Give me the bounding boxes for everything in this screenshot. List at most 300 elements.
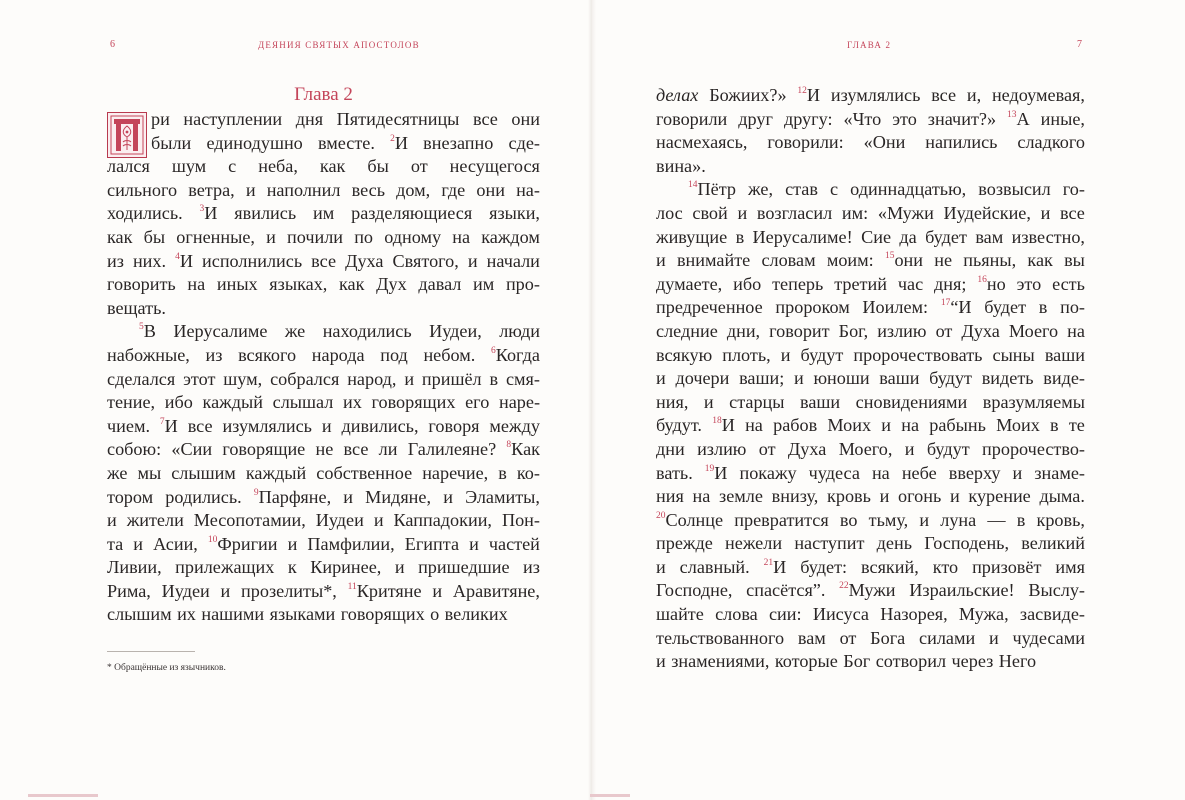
word: шайте <box>656 604 704 625</box>
word: вать. <box>656 462 693 483</box>
word: дочери <box>675 368 730 389</box>
verse-number: 14 <box>688 180 698 191</box>
word: и <box>404 368 415 389</box>
word: «Они <box>863 132 906 153</box>
text-line <box>107 297 540 321</box>
word: и <box>780 344 791 365</box>
verse-number: 2 <box>390 133 395 144</box>
word: вам <box>975 226 1004 247</box>
text-line <box>656 438 1085 462</box>
word: плоть, <box>722 344 771 365</box>
word: и <box>794 368 804 389</box>
text-line <box>107 556 540 580</box>
word: в <box>735 226 745 247</box>
word: между <box>489 415 540 436</box>
word: народ, <box>347 368 397 389</box>
word: говоря <box>428 415 480 436</box>
word: кто <box>932 556 959 577</box>
text-line <box>656 108 1085 132</box>
text-line <box>656 603 1085 627</box>
word: одному <box>384 226 442 247</box>
word: $^{20}$Солнце <box>656 509 724 530</box>
word: Иудеи <box>161 580 210 601</box>
word: говорящих <box>371 392 456 413</box>
word: как <box>339 274 365 295</box>
word: им: <box>841 202 869 223</box>
word: все <box>343 439 369 460</box>
word: великих <box>444 604 508 625</box>
word: Иудейские, <box>943 202 1031 223</box>
word: Ливии, <box>107 557 162 578</box>
word: небе <box>901 462 937 483</box>
verse-number: 5 <box>139 322 144 333</box>
text-line <box>107 438 540 462</box>
footnote: * Обращённые из язычников. <box>107 663 226 673</box>
word: и <box>1012 462 1023 483</box>
word: дыма. <box>1039 486 1085 507</box>
word: будут <box>800 344 844 365</box>
word: к <box>287 557 297 578</box>
word: от <box>758 438 776 459</box>
text-line <box>656 485 1085 509</box>
right-running-head: ГЛАВА 2 <box>847 40 892 50</box>
word: этот <box>183 368 216 389</box>
word: и <box>373 510 384 531</box>
word: исполнились <box>202 250 303 271</box>
word: вы <box>1064 250 1085 271</box>
text-line <box>656 579 1085 603</box>
word: видеть <box>981 368 1034 389</box>
word: нашими <box>201 604 265 625</box>
word: нежели <box>725 533 783 554</box>
word: пьяны, <box>963 250 1017 271</box>
word: всякого <box>238 344 297 365</box>
word: из <box>205 344 223 365</box>
word: Египта <box>404 533 460 554</box>
word: ваши <box>879 368 920 389</box>
word: слышим <box>107 604 172 625</box>
word: как <box>319 156 346 177</box>
word: и <box>656 368 666 389</box>
word: им <box>473 274 495 295</box>
word: огненные, <box>176 226 255 247</box>
word: из <box>107 250 124 271</box>
text-line <box>656 226 1085 250</box>
text-line <box>656 202 1085 226</box>
word: них. <box>132 250 167 271</box>
word: Пятидесятницы <box>336 109 460 129</box>
word: всякую <box>656 344 713 365</box>
word: явились <box>234 203 297 224</box>
word: Мужа, <box>958 604 1009 625</box>
word: пришёл <box>421 368 482 389</box>
word: дни, <box>726 320 761 341</box>
word: тение, <box>107 392 156 413</box>
text-line <box>107 202 540 226</box>
word: в <box>498 462 507 483</box>
word: напились <box>925 132 998 153</box>
word: в <box>1016 509 1026 530</box>
verse-number: 6 <box>490 345 496 356</box>
word: недоумевая, <box>991 85 1085 105</box>
word: следние <box>656 320 718 341</box>
word: весь <box>351 179 385 200</box>
word: ния <box>656 486 684 507</box>
word: и, <box>966 85 982 105</box>
word: пророком <box>775 297 850 318</box>
word: прежде <box>656 533 713 554</box>
word: ваши <box>800 391 841 412</box>
text-line <box>107 132 540 156</box>
word: день <box>876 533 913 554</box>
text-line <box>656 462 1085 486</box>
verse-number: 13 <box>1007 109 1017 120</box>
left-page-body <box>107 108 540 627</box>
word: лался <box>107 156 150 177</box>
word: и <box>656 556 666 577</box>
text-line <box>107 320 540 344</box>
word: Иерусалиме! <box>752 226 853 247</box>
word: по- <box>1060 297 1085 318</box>
word: знамениями, <box>671 651 770 672</box>
word: $^2$И <box>390 132 408 153</box>
word: та <box>107 533 124 554</box>
word: каждый <box>202 392 263 413</box>
word: на <box>692 486 711 507</box>
word: и <box>469 533 479 554</box>
chapter-title: Глава 2 <box>294 84 353 105</box>
word: став <box>785 179 818 200</box>
word: Иерусалиме <box>173 321 268 342</box>
word: Рима, <box>107 580 151 601</box>
word: это <box>892 108 917 129</box>
word: засвиде- <box>1019 604 1085 625</box>
word: не <box>315 439 334 460</box>
word: все <box>1060 202 1085 223</box>
word: ибо <box>164 392 193 413</box>
word: будут <box>926 438 970 459</box>
word: во <box>839 509 858 530</box>
word: бы <box>143 226 166 247</box>
word: единодушно <box>206 132 303 153</box>
word: и <box>266 226 276 247</box>
word: несущегося <box>449 156 540 177</box>
word: Назорея, <box>880 604 948 625</box>
word: вверху <box>948 462 1001 483</box>
word: пророчествовать <box>853 344 983 365</box>
word: сильного <box>107 179 178 200</box>
word: «Мужи <box>877 202 934 223</box>
word: $^{12}$И <box>797 85 821 105</box>
text-line <box>656 650 1085 674</box>
word: почили <box>287 226 344 247</box>
word: теперь <box>772 273 824 294</box>
word: под <box>380 344 408 365</box>
word: известно, <box>1011 226 1085 247</box>
word: вина». <box>656 155 706 176</box>
word: Месопотамии, <box>193 510 306 531</box>
word: дня; <box>934 273 967 294</box>
word: Иоилем: <box>862 297 929 318</box>
word: покажу <box>739 462 797 483</box>
word: Бога <box>870 627 906 648</box>
word: Дух <box>376 274 407 295</box>
verse-number: 18 <box>712 416 722 427</box>
word: тором <box>107 486 154 507</box>
word: это <box>1016 273 1042 294</box>
word: и <box>656 651 666 672</box>
word: Святого, <box>392 250 459 271</box>
word: говорящих <box>340 604 425 625</box>
word: говорили: <box>767 132 844 153</box>
word: Эламиты, <box>465 486 540 507</box>
word: Моего, <box>838 438 893 459</box>
word: дом, <box>396 179 431 200</box>
word: будут <box>929 368 972 389</box>
word: $^8$Как <box>506 439 540 460</box>
word: час <box>897 273 924 294</box>
word: ходились. <box>107 203 183 224</box>
word: и <box>321 415 332 436</box>
word: славный. <box>679 556 750 577</box>
word: и <box>949 486 960 507</box>
word: сделался <box>107 368 176 389</box>
word: Духа <box>961 320 1000 341</box>
word: да <box>899 226 917 247</box>
word: смя- <box>505 368 540 389</box>
word: $^{11}$Критяне <box>347 580 422 601</box>
word: изумлялись <box>222 415 312 436</box>
word: Господень, <box>924 533 1010 554</box>
word: — <box>987 509 1006 530</box>
word: внезапно <box>423 132 494 153</box>
word: каждом <box>481 226 540 247</box>
word: на <box>187 274 206 295</box>
word: на <box>452 226 471 247</box>
word: $^{16}$но <box>977 273 1006 294</box>
word: чудесами <box>1012 627 1085 648</box>
word: лос <box>656 202 683 223</box>
word: призовёт <box>972 556 1042 577</box>
verse-number: 10 <box>207 534 218 545</box>
word: все <box>931 85 957 105</box>
word: есть <box>1052 273 1085 294</box>
word: Божиих?» <box>709 85 787 105</box>
word: находились <box>322 321 412 342</box>
verse-number: 20 <box>656 510 666 521</box>
word: набожные, <box>107 344 190 365</box>
word: сыны <box>992 344 1035 365</box>
word: Моих <box>996 415 1040 436</box>
word: родились. <box>165 486 242 507</box>
word: наступит <box>794 533 865 554</box>
verse-number: 17 <box>940 298 951 309</box>
word: Сие <box>861 226 892 247</box>
word: шум, <box>223 368 263 389</box>
left-running-head: ДЕЯНИЯ СВЯТЫХ АПОСТОЛОВ <box>258 40 420 50</box>
word: Иудеи, <box>429 321 482 342</box>
text-line <box>656 131 1085 155</box>
word: $^{21}$И <box>763 556 787 577</box>
word: моим: <box>826 250 874 271</box>
word: как <box>107 226 133 247</box>
word: и <box>133 533 144 554</box>
text-line <box>656 391 1085 415</box>
verse-number: 3 <box>199 204 205 215</box>
word: на <box>901 415 920 436</box>
text-line <box>107 391 540 415</box>
word: вам <box>797 627 826 648</box>
word: имя <box>1055 556 1085 577</box>
word: вместе. <box>317 132 375 153</box>
word: виде- <box>1043 368 1085 389</box>
word: говорящие <box>222 439 306 460</box>
word: спасётся”. <box>746 580 826 601</box>
word: и <box>656 250 666 271</box>
word: кровь, <box>1036 509 1085 530</box>
word: дня <box>295 109 324 129</box>
word: их <box>342 392 362 413</box>
word: те <box>1068 415 1085 436</box>
word: другу: <box>783 108 833 129</box>
word: всякий, <box>861 556 919 577</box>
text-line <box>656 367 1085 391</box>
verse-number: 22 <box>839 581 849 592</box>
word: наре- <box>498 392 540 413</box>
word: шум <box>171 156 207 177</box>
verse-number: 21 <box>763 557 774 568</box>
verse-number: 8 <box>506 440 512 451</box>
text-line <box>656 532 1085 556</box>
word: пришедшие <box>418 557 510 578</box>
word: превратится <box>734 509 829 530</box>
word: ри <box>151 109 170 129</box>
word: люди <box>499 321 540 342</box>
word: Духа <box>345 250 384 271</box>
word: наполнил <box>266 179 341 200</box>
text-line <box>656 273 1085 297</box>
word: значит?» <box>927 108 997 129</box>
word: и <box>881 415 892 436</box>
text-line <box>107 486 540 510</box>
word: делах <box>656 85 699 105</box>
word: пророчество- <box>982 438 1085 459</box>
word: $^5$В <box>139 321 156 342</box>
word: ко- <box>516 462 540 483</box>
word: огонь <box>898 486 942 507</box>
text-line <box>656 627 1085 651</box>
text-line <box>107 108 540 132</box>
word: насмехаясь, <box>656 132 748 153</box>
text-line <box>656 556 1085 580</box>
word: Моих <box>827 415 872 436</box>
word: все <box>311 250 337 271</box>
word: от <box>839 627 857 648</box>
word: тьму, <box>868 509 909 530</box>
verse-number: 15 <box>884 251 895 262</box>
page-gutter <box>588 0 596 800</box>
word: $^{22}$Мужи <box>839 580 896 601</box>
text-line <box>107 226 540 250</box>
word: иные, <box>1040 108 1085 129</box>
word: и <box>443 486 453 507</box>
word: и <box>904 438 915 459</box>
word: будут. <box>656 415 702 436</box>
word: языки, <box>489 203 540 224</box>
word: $^3$И <box>199 203 218 224</box>
word: разделяющиеся <box>351 203 473 224</box>
word: $^7$И <box>159 415 178 436</box>
word: ваши; <box>739 368 785 389</box>
word: $^4$И <box>175 250 193 271</box>
word: их <box>177 604 196 625</box>
word: и <box>879 486 890 507</box>
word: рабынь <box>929 415 986 436</box>
word: все <box>187 415 213 436</box>
word: собою: <box>107 439 162 460</box>
word: возгласил <box>756 202 833 223</box>
word: слышал <box>272 392 334 413</box>
word: $^{17}$“И <box>940 297 972 318</box>
word: слова <box>715 604 758 625</box>
word: одиннадцатью, <box>850 179 967 200</box>
word: Бог <box>843 651 871 672</box>
word: излию <box>877 320 927 341</box>
word: говорить <box>107 274 176 295</box>
word: народа <box>311 344 365 365</box>
word: знаме- <box>1034 462 1085 483</box>
word: были <box>151 132 192 153</box>
word: же <box>284 321 306 342</box>
word: друг <box>738 108 773 129</box>
word: мы <box>137 462 162 483</box>
word: и <box>394 557 405 578</box>
text-line <box>107 580 540 604</box>
text-line <box>107 533 540 557</box>
word: курение <box>968 486 1031 507</box>
word: говорит <box>769 320 830 341</box>
verse-number: 19 <box>704 463 715 474</box>
word: $^{18}$И <box>712 415 735 436</box>
word: и <box>467 250 478 271</box>
text-line <box>656 84 1085 108</box>
word: им <box>313 203 335 224</box>
word: Духа <box>787 438 827 459</box>
word: старцы <box>729 391 785 412</box>
word: наречие, <box>422 462 489 483</box>
word: Иудеи <box>315 510 364 531</box>
text-line <box>107 179 540 203</box>
word: наступлении <box>183 109 283 129</box>
verse-number: 16 <box>977 274 987 285</box>
word: Памфилии, <box>307 533 395 554</box>
text-line <box>656 296 1085 320</box>
word: Асии, <box>153 533 198 554</box>
word: они <box>476 179 505 200</box>
text-line <box>656 344 1085 368</box>
word: как <box>1027 250 1053 271</box>
word: Господне, <box>656 580 733 601</box>
verse-number: 4 <box>175 251 180 262</box>
word: сотворил <box>875 651 947 672</box>
word: Моего <box>1008 320 1059 341</box>
word: о <box>430 604 440 625</box>
word: все <box>472 109 498 129</box>
word: и <box>107 510 117 531</box>
word: вещать. <box>107 297 166 318</box>
word: слышим <box>171 462 236 483</box>
word: на <box>745 415 763 436</box>
